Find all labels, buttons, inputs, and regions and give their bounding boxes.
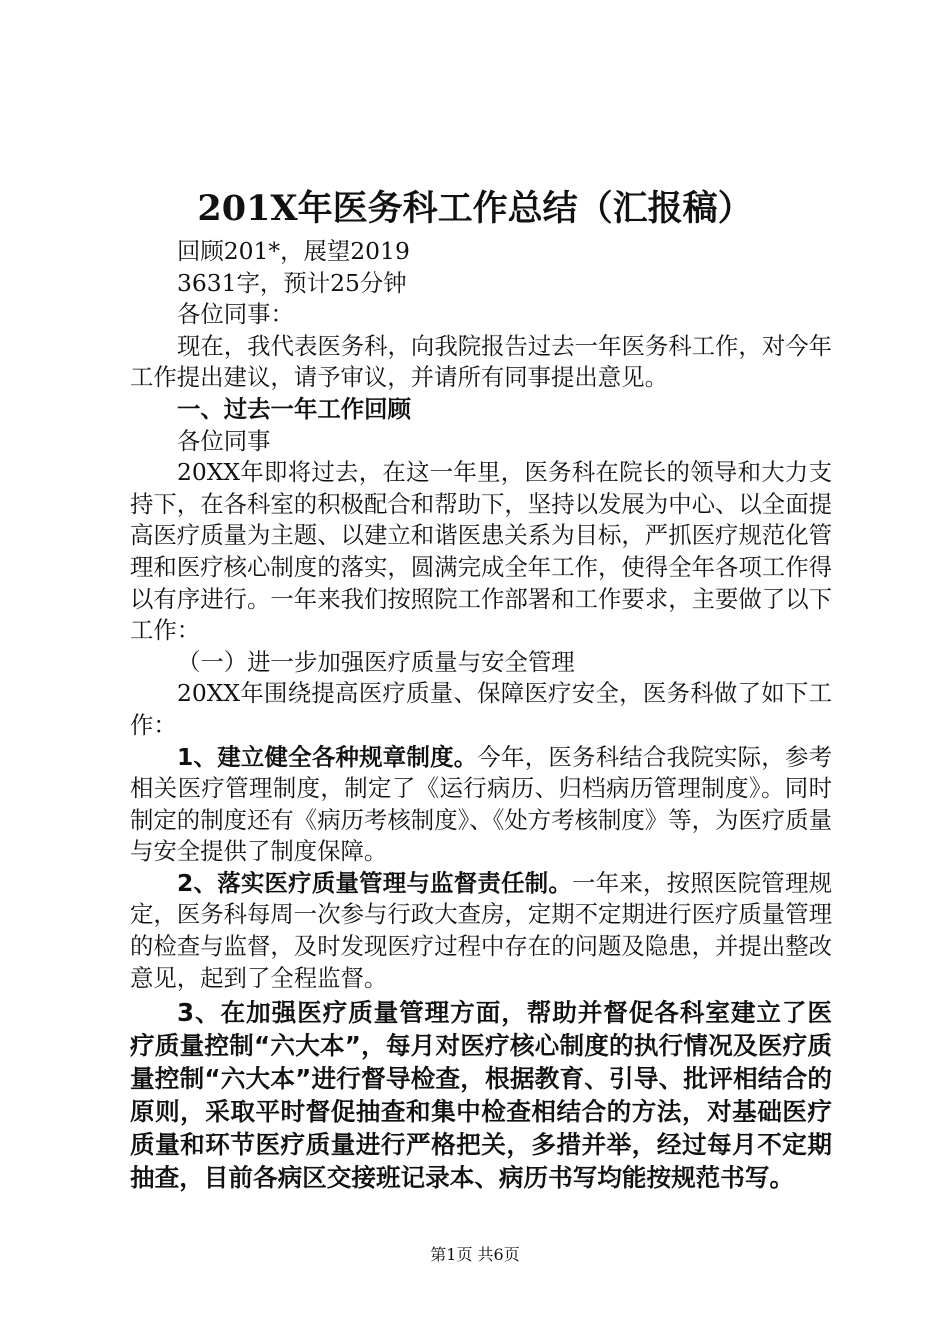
document-body	[130, 236, 832, 1194]
page-footer: 第1页 共6页	[430, 1245, 520, 1264]
section-salutation: 各位同事	[177, 426, 271, 455]
meta-line-length: 3631字，预计25分钟	[177, 268, 407, 297]
salutation: 各位同事：	[177, 300, 294, 329]
subsection-heading: （一）进一步加强医疗质量与安全管理	[177, 647, 575, 676]
subsection-paragraph: 20XX年围绕提高医疗质量、保障医疗安全，医务科做了如下工作：	[130, 679, 832, 739]
item-2-lead: 2、落实医疗质量管理与监督责任制。	[177, 868, 573, 897]
item-1-lead: 1、建立健全各种规章制度。	[177, 742, 478, 771]
meta-line-review: 回顾201*，展望2019	[177, 237, 410, 265]
section-heading: 一、过去一年工作回顾	[177, 394, 411, 423]
item-2-paragraph	[130, 868, 832, 994]
item-2-text: 一年来，按照医院管理规定，医务科每周一次参与行政大查房，定期不定期进行医疗质量管理的检查与监督，及时发现医疗过程中存在的问题及隐患，并提出整改意见，起到了全程监督。	[130, 868, 832, 992]
intro-paragraph: 现在，我代表医务科，向我院报告过去一年医务科工作，对今年工作提出建议，请予审议，并请所有同事提出意见。	[130, 331, 832, 392]
item-3-paragraph: 3、在加强医疗质量管理方面，帮助并督促各科室建立了医疗质量控制“六大本”，每月对医疗核心制度的执行情况及医疗质量控制“六大本”进行督导检查，根据教育、引导、批评相结合的原则，采取平时督促抽查和集中检查相结合的方法，对基础医疗质量和环节医疗质量进行严格把关，多措并举，经过每月不定期抽查，目前各病区交接班记录本、病历书写均能按规范书写。	[130, 998, 832, 1193]
item-1-paragraph	[130, 742, 832, 868]
item-1-text: 今年，医务科结合我院实际，参考相关医疗管理制度，制定了《运行病历、归档病历管理制度》。同时制定的制度还有《病历考核制度》、《处方考核制度》等，为医疗质量与安全提供了制度保障。	[130, 742, 832, 866]
section-paragraph: 20XX年即将过去，在这一年里，医务科在院长的领导和大力支持下，在各科室的积极配合和帮助下，坚持以发展为中心、以全面提高医疗质量为主题、以建立和谐医患关系为目标，严抓医疗规范化管理和医疗核心制度的落实，圆满完成全年工作，使得全年各项工作得以有序进行。一年来我们按照院工作部署和工作要求，主要做了以下工作：	[130, 458, 832, 645]
document-title: 201X年医务科工作总结（汇报稿）	[197, 188, 753, 229]
